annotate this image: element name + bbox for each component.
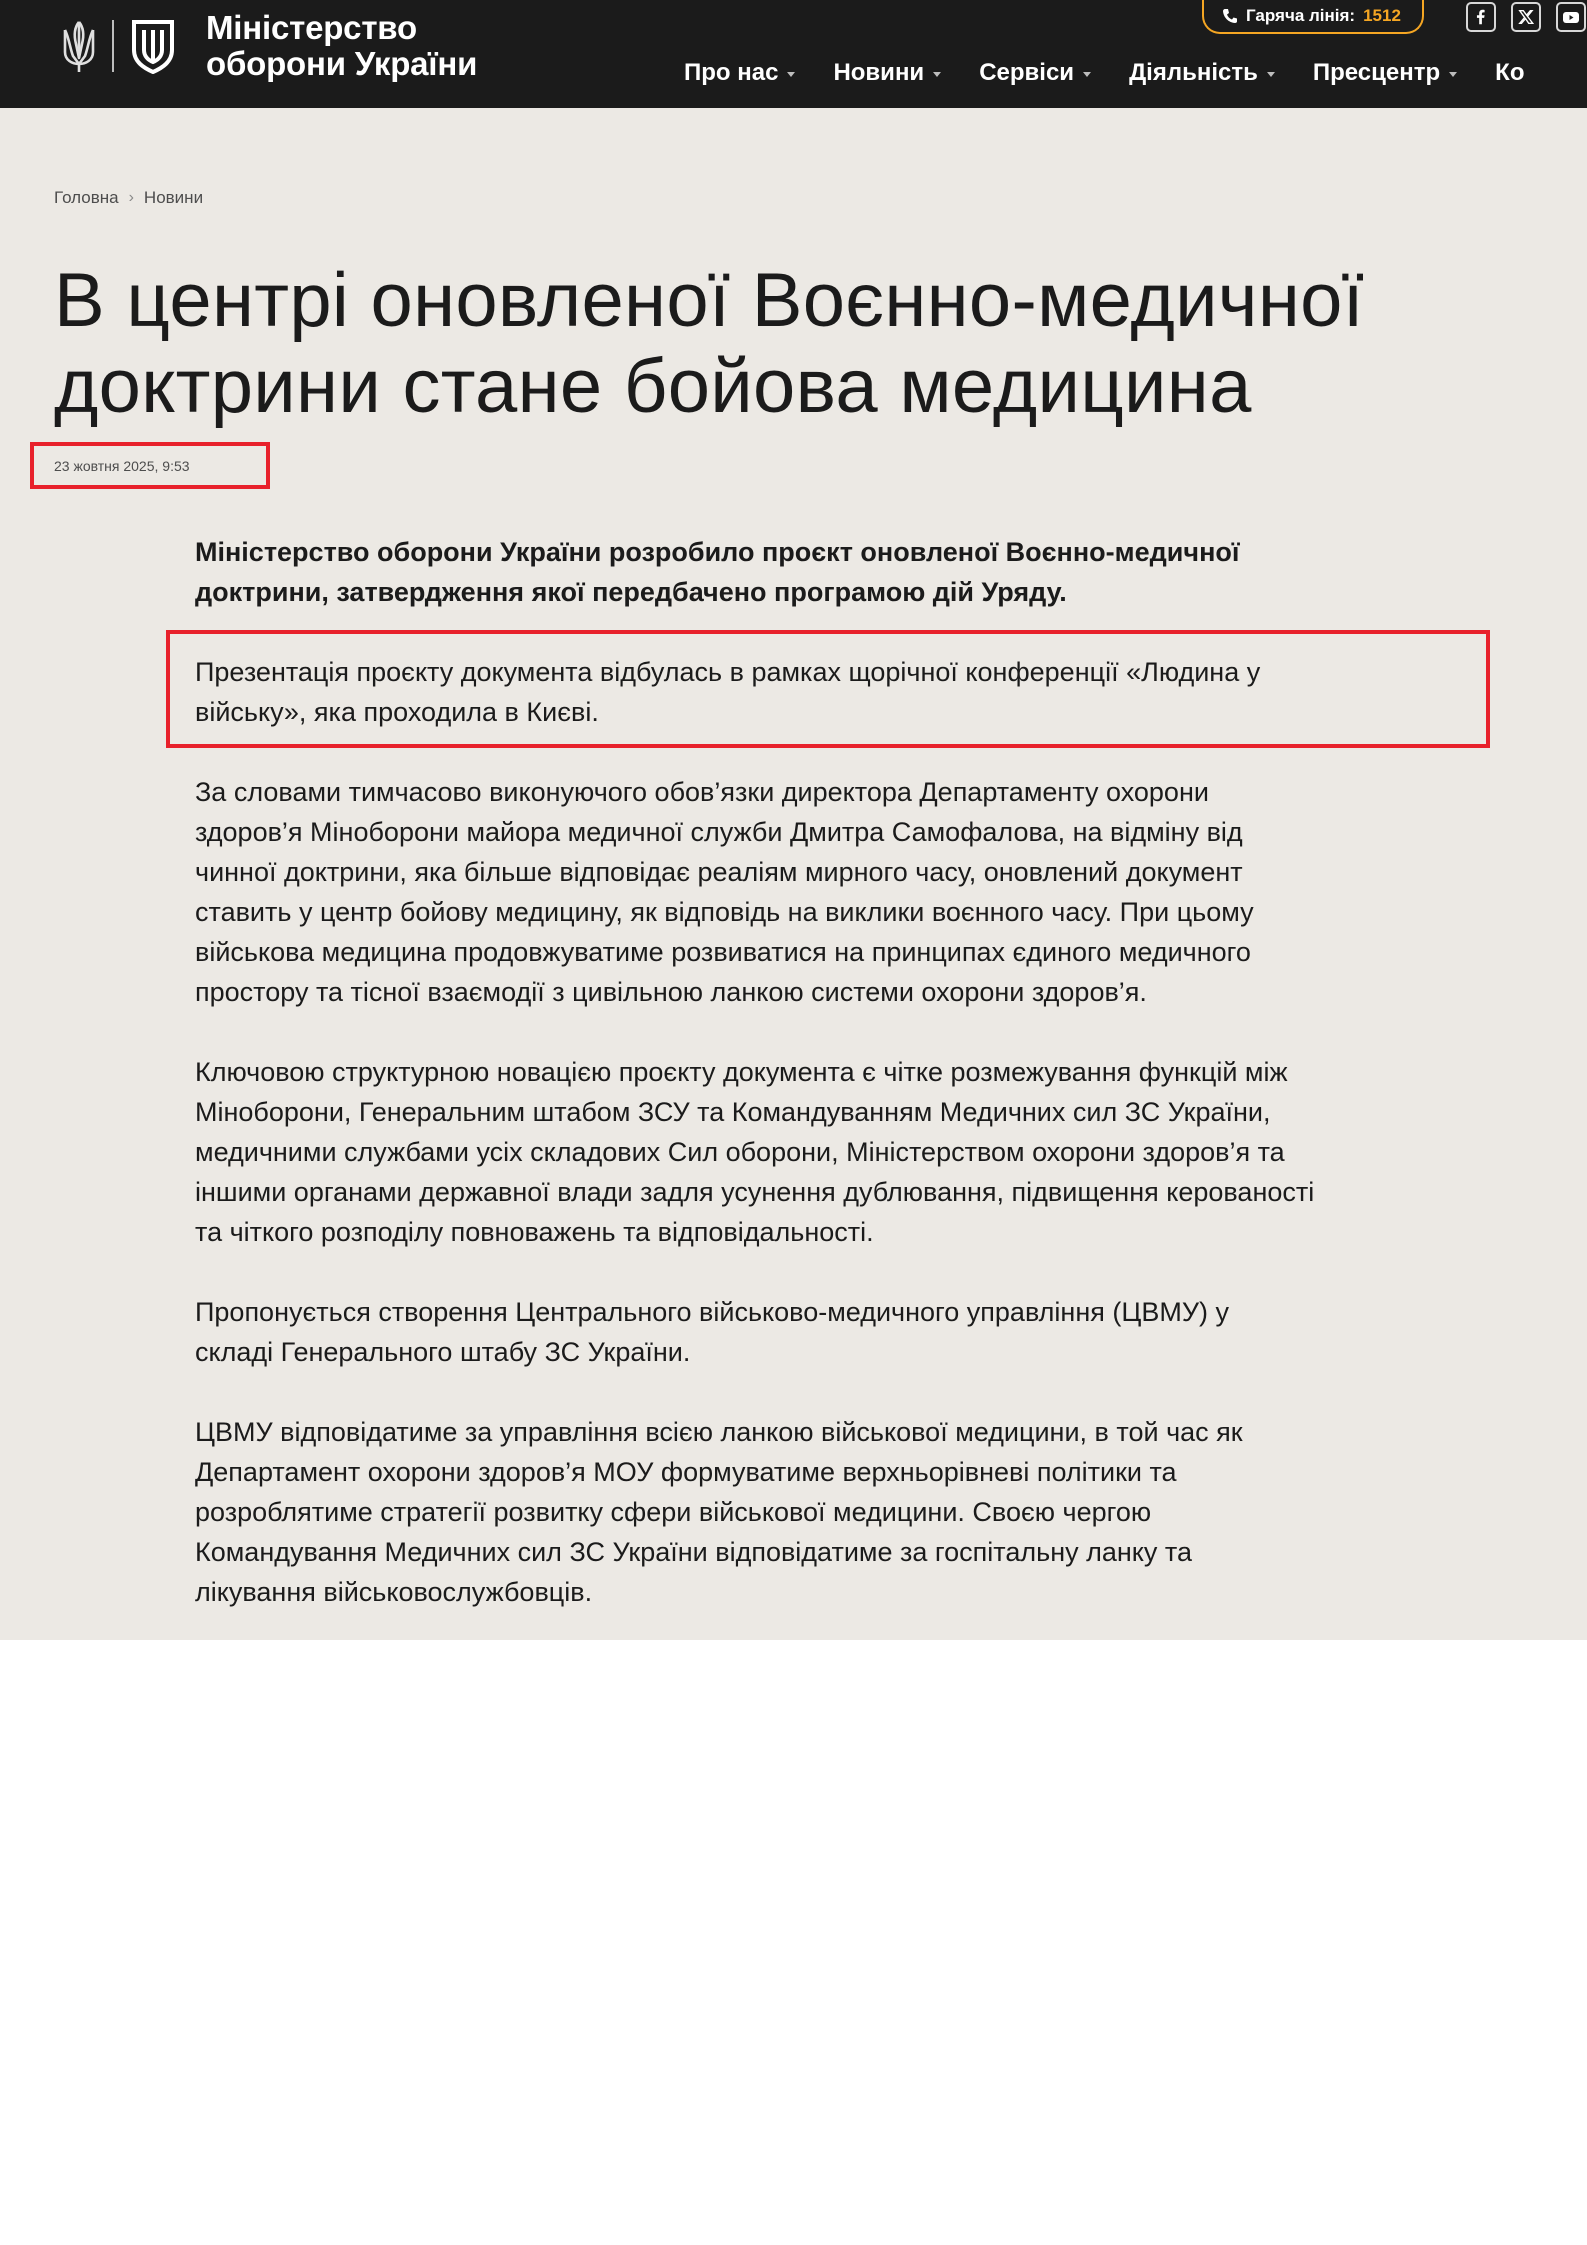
nav-contacts-label: Ко bbox=[1495, 59, 1525, 86]
chevron-right-icon: › bbox=[128, 189, 134, 206]
paragraph-line: Міноборони, Генеральним штабом ЗСУ та Командуванням Медичних сил ЗС України, bbox=[195, 1097, 1271, 1127]
page-title bbox=[54, 258, 1554, 430]
paragraph-line: За словами тимчасово виконуючого обов’язки директора Департаменту охорони bbox=[195, 777, 1209, 807]
brand-title[interactable] bbox=[206, 10, 477, 82]
nav-contacts[interactable] bbox=[1495, 59, 1524, 87]
paragraph-highlight-box bbox=[166, 630, 1490, 748]
paragraph-line: лікування військовослужбовців. bbox=[195, 1577, 593, 1607]
chevron-down-icon bbox=[1083, 72, 1091, 77]
nav-activity-label: Діяльність bbox=[1129, 59, 1258, 86]
lead-line: доктрини, затвердження якої передбачено програмою дій Уряду. bbox=[195, 577, 1067, 607]
chevron-down-icon bbox=[933, 72, 941, 77]
nav-press-center-label: Пресцентр bbox=[1312, 59, 1441, 86]
paragraph-line: ЦВМУ відповідатиме за управління всією ланкою військової медицини, в той час як bbox=[195, 1417, 1243, 1447]
ministry-emblem-icon[interactable] bbox=[128, 16, 178, 74]
breadcrumb bbox=[54, 188, 203, 208]
chevron-down-icon bbox=[1267, 72, 1275, 77]
youtube-icon[interactable] bbox=[1556, 2, 1586, 32]
paragraph-line: військова медицина продовжуватиме розвиватися на принципах єдиного медичного bbox=[195, 937, 1251, 967]
facebook-icon[interactable] bbox=[1466, 2, 1496, 32]
paragraph-line: медичними службами усіх складових Сил оборони, Міністерством охорони здоров’я та bbox=[195, 1137, 1285, 1167]
nav-services-label: Сервіси bbox=[979, 59, 1075, 86]
paragraph-line: чинної доктрини, яка більше відповідає реаліям мирного часу, оновлений документ bbox=[195, 857, 1243, 887]
nav-news[interactable] bbox=[833, 59, 941, 87]
brand-line1: Міністерство bbox=[206, 9, 417, 46]
page-title-line2: доктрини стане бойова медицина bbox=[54, 344, 1252, 429]
nav-about-label: Про нас bbox=[684, 59, 779, 86]
paragraph-line: Ключовою структурною новацією проєкту документа є чітке розмежування функцій між bbox=[195, 1057, 1288, 1087]
top-header bbox=[0, 0, 1587, 108]
paragraph-line: здоров’я Міноборони майора медичної служби Дмитра Самофалова, на відміну від bbox=[195, 817, 1243, 847]
hotline-button[interactable] bbox=[1202, 0, 1424, 34]
paragraph-line: Командування Медичних сил ЗС України відповідатиме за госпітальну ланку та bbox=[195, 1537, 1192, 1567]
paragraph-line: Пропонується створення Центрального військово-медичного управління (ЦВМУ) у bbox=[195, 1297, 1229, 1327]
nav-news-label: Новини bbox=[833, 59, 925, 86]
date-highlight-box bbox=[30, 442, 270, 489]
x-icon[interactable] bbox=[1511, 2, 1541, 32]
page-title-line1: В центрі оновленої Воєнно-медичної bbox=[54, 258, 1365, 343]
lead-paragraph bbox=[195, 532, 1495, 612]
publish-date: 23 жовтня 2025, 9:53 bbox=[54, 458, 190, 474]
hotline-number: 1512 bbox=[1363, 6, 1401, 25]
paragraph-responsibilities bbox=[195, 1412, 1495, 1612]
paragraph-line: складі Генерального штабу ЗС України. bbox=[195, 1337, 691, 1367]
chevron-down-icon bbox=[787, 72, 795, 77]
chevron-down-icon bbox=[1449, 72, 1457, 77]
paragraph-line: Презентація проєкту документа відбулась в рамках щорічної конференції «Людина у bbox=[195, 657, 1261, 687]
paragraph-line: ставить у центр бойову медицину, як відповідь на виклики воєнного часу. При цьому bbox=[195, 897, 1254, 927]
lead-line: Міністерство оборони України розробило проєкт оновленої Воєнно-медичної bbox=[195, 537, 1240, 567]
nav-press-center[interactable] bbox=[1313, 59, 1457, 87]
main-nav bbox=[684, 56, 1562, 90]
paragraph-proposal bbox=[195, 1292, 1495, 1372]
header-divider bbox=[112, 20, 114, 72]
breadcrumb-current[interactable]: Новини bbox=[143, 188, 204, 207]
paragraph-quote bbox=[195, 772, 1495, 1012]
paragraph-innovation bbox=[195, 1052, 1495, 1252]
trident-icon[interactable] bbox=[60, 18, 98, 74]
phone-icon bbox=[1222, 8, 1238, 24]
brand-line2: оборони України bbox=[206, 45, 478, 82]
nav-about[interactable] bbox=[684, 59, 795, 87]
breadcrumb-home[interactable]: Головна bbox=[54, 188, 119, 207]
paragraph-line: розроблятиме стратегії розвитку сфери військової медицини. Своєю чергою bbox=[195, 1497, 1152, 1527]
paragraph-line: Департамент охорони здоров’я МОУ формуватиме верхньорівневі політики та bbox=[195, 1457, 1177, 1487]
paragraph-line: простору та тісної взаємодії з цивільною ланкою системи охорони здоров’я. bbox=[195, 977, 1147, 1007]
nav-services[interactable] bbox=[979, 59, 1091, 87]
nav-activity[interactable] bbox=[1129, 59, 1275, 87]
paragraph-line: війську», яка проходила в Києві. bbox=[195, 697, 599, 727]
paragraph-line: іншими органами державної влади задля усунення дублювання, підвищення керованості bbox=[195, 1177, 1315, 1207]
hotline-label: Гаряча лінія: bbox=[1246, 6, 1356, 25]
paragraph-line: та чіткого розподілу повноважень та відповідальності. bbox=[195, 1217, 874, 1247]
